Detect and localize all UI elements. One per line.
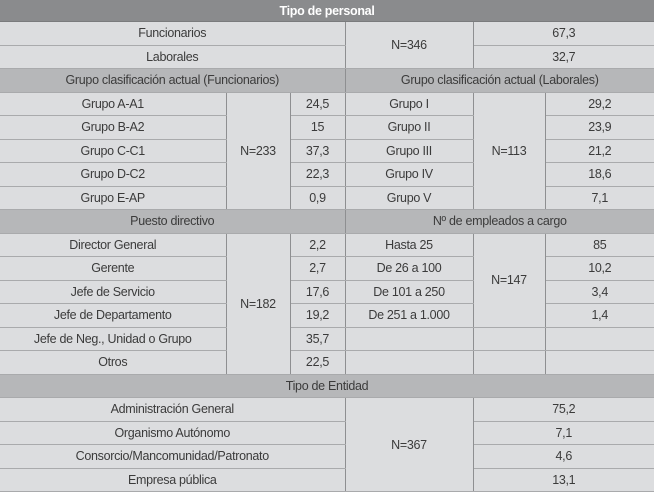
row-label: Funcionarios bbox=[0, 22, 345, 46]
row-label: Laborales bbox=[0, 45, 345, 69]
section-header-puesto bbox=[0, 210, 654, 234]
row-label: Consorcio/Mancomunidad/Patronato bbox=[0, 445, 345, 469]
section-title: Puesto directivo bbox=[0, 210, 345, 234]
row-label: Administración General bbox=[0, 398, 345, 422]
row-label: Empresa pública bbox=[0, 468, 345, 492]
sample-size: N=233 bbox=[226, 92, 290, 210]
row-label: Jefe de Neg., Unidad o Grupo bbox=[0, 327, 226, 351]
row-value: 32,7 bbox=[473, 45, 654, 69]
row-label: Grupo E-AP bbox=[0, 186, 226, 210]
table-row bbox=[0, 280, 654, 304]
row-label: Grupo II bbox=[345, 116, 473, 140]
row-value: 22,5 bbox=[290, 351, 345, 375]
row-value: 13,1 bbox=[473, 468, 654, 492]
sample-size: N=113 bbox=[473, 92, 545, 210]
row-label: De 101 a 250 bbox=[345, 280, 473, 304]
sample-size: N=346 bbox=[345, 22, 473, 69]
empty-cell bbox=[473, 351, 545, 375]
row-label: Jefe de Servicio bbox=[0, 280, 226, 304]
row-label: Otros bbox=[0, 351, 226, 375]
empty-cell bbox=[345, 327, 473, 351]
row-label: Grupo V bbox=[345, 186, 473, 210]
sample-size: N=147 bbox=[473, 233, 545, 327]
row-value: 2,7 bbox=[290, 257, 345, 281]
row-label: Grupo IV bbox=[345, 163, 473, 187]
table-row bbox=[0, 304, 654, 328]
table-row bbox=[0, 468, 654, 492]
row-label: Grupo C-C1 bbox=[0, 139, 226, 163]
row-value: 19,2 bbox=[290, 304, 345, 328]
row-value: 85 bbox=[545, 233, 654, 257]
row-value: 37,3 bbox=[290, 139, 345, 163]
row-value: 7,1 bbox=[545, 186, 654, 210]
sample-size: N=367 bbox=[345, 398, 473, 492]
row-value: 29,2 bbox=[545, 92, 654, 116]
row-value: 22,3 bbox=[290, 163, 345, 187]
table-row bbox=[0, 186, 654, 210]
row-value: 10,2 bbox=[545, 257, 654, 281]
row-label: Grupo III bbox=[345, 139, 473, 163]
section-header-entidad bbox=[0, 374, 654, 398]
table-row bbox=[0, 445, 654, 469]
sample-size: N=182 bbox=[226, 233, 290, 374]
empty-cell bbox=[473, 327, 545, 351]
section-header-grupo bbox=[0, 69, 654, 93]
table-row bbox=[0, 92, 654, 116]
row-value: 67,3 bbox=[473, 22, 654, 46]
section-header-tipo-personal bbox=[0, 0, 654, 22]
section-title: Grupo clasificación actual (Funcionarios) bbox=[0, 69, 345, 93]
row-label: Grupo I bbox=[345, 92, 473, 116]
section-title: Nº de empleados a cargo bbox=[345, 210, 654, 234]
table-row bbox=[0, 22, 654, 46]
section-title: Grupo clasificación actual (Laborales) bbox=[345, 69, 654, 93]
row-value: 23,9 bbox=[545, 116, 654, 140]
table-row bbox=[0, 163, 654, 187]
table-row bbox=[0, 327, 654, 351]
row-label: Grupo A-A1 bbox=[0, 92, 226, 116]
row-value: 24,5 bbox=[290, 92, 345, 116]
table-row bbox=[0, 233, 654, 257]
table-row bbox=[0, 257, 654, 281]
row-label: Jefe de Departamento bbox=[0, 304, 226, 328]
row-label: Grupo B-A2 bbox=[0, 116, 226, 140]
row-value: 75,2 bbox=[473, 398, 654, 422]
row-label: Hasta 25 bbox=[345, 233, 473, 257]
row-value: 1,4 bbox=[545, 304, 654, 328]
row-label: De 26 a 100 bbox=[345, 257, 473, 281]
row-value: 3,4 bbox=[545, 280, 654, 304]
row-value: 18,6 bbox=[545, 163, 654, 187]
row-value: 35,7 bbox=[290, 327, 345, 351]
table-row bbox=[0, 421, 654, 445]
section-title: Tipo de Entidad bbox=[0, 374, 654, 398]
row-value: 4,6 bbox=[473, 445, 654, 469]
row-label: Director General bbox=[0, 233, 226, 257]
table-row bbox=[0, 116, 654, 140]
row-label: Grupo D-C2 bbox=[0, 163, 226, 187]
row-label: De 251 a 1.000 bbox=[345, 304, 473, 328]
row-value: 17,6 bbox=[290, 280, 345, 304]
table-row bbox=[0, 398, 654, 422]
row-value: 15 bbox=[290, 116, 345, 140]
row-value: 7,1 bbox=[473, 421, 654, 445]
table-row bbox=[0, 139, 654, 163]
row-value: 21,2 bbox=[545, 139, 654, 163]
empty-cell bbox=[545, 351, 654, 375]
empty-cell bbox=[345, 351, 473, 375]
empty-cell bbox=[545, 327, 654, 351]
section-title: Tipo de personal bbox=[0, 0, 654, 22]
table-row bbox=[0, 351, 654, 375]
table-row bbox=[0, 45, 654, 69]
row-value: 2,2 bbox=[290, 233, 345, 257]
row-value: 0,9 bbox=[290, 186, 345, 210]
row-label: Gerente bbox=[0, 257, 226, 281]
row-label: Organismo Autónomo bbox=[0, 421, 345, 445]
